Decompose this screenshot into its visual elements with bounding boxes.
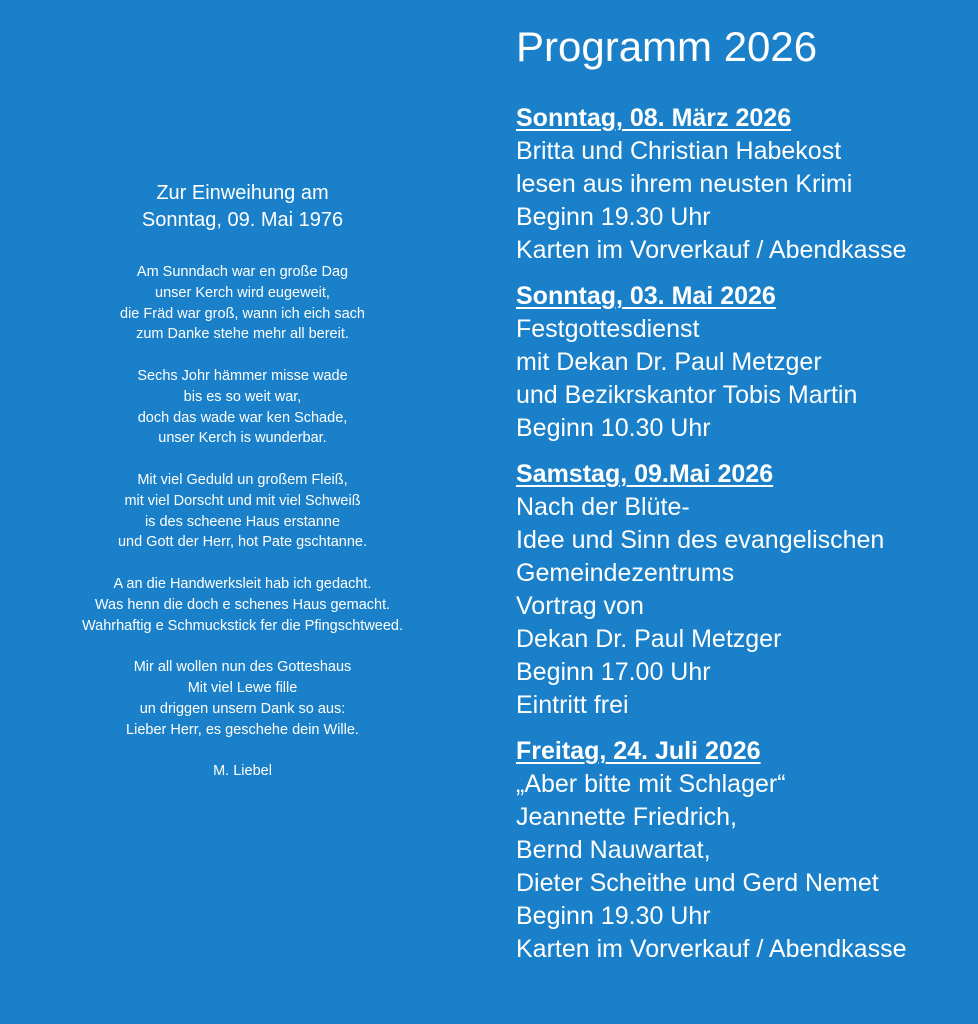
programme-title: Programm 2026 bbox=[516, 23, 818, 70]
poem-stanza bbox=[40, 262, 445, 345]
event-item bbox=[516, 102, 971, 267]
poem-author: M. Liebel bbox=[213, 763, 272, 780]
poem-stanzas bbox=[40, 262, 445, 740]
event-detail-line: Beginn 19.30 Uhr bbox=[516, 203, 711, 231]
event-detail-line: Karten im Vorverkauf / Abendkasse bbox=[516, 236, 907, 264]
poem-heading-line: Zur Einweihung am bbox=[156, 182, 329, 204]
poem-line: Sechs Johr hämmer misse wade bbox=[137, 367, 348, 384]
poem-line: mit viel Dorscht und mit viel Schweiß bbox=[124, 492, 361, 509]
poem-line: bis es so weit war, bbox=[183, 388, 302, 405]
event-detail-line: Beginn 17.00 Uhr bbox=[516, 658, 711, 686]
poem-line: doch das wade war ken Schade, bbox=[137, 409, 348, 426]
poem-line: Mir all wollen nun des Gotteshaus bbox=[133, 659, 352, 676]
poem-line: un driggen unsern Dank so aus: bbox=[139, 700, 346, 717]
event-detail-line: „Aber bitte mit Schlager“ bbox=[516, 770, 786, 798]
poem-line: Wahrhaftig e Schmuckstick fer die Pfingschtweed. bbox=[81, 617, 404, 634]
event-detail-line: lesen aus ihrem neusten Krimi bbox=[516, 170, 853, 198]
poem-line: Was henn die doch e schenes Haus gemacht. bbox=[94, 596, 391, 613]
poem-heading bbox=[40, 180, 445, 234]
event-date: Samstag, 09.Mai 2026 bbox=[516, 460, 774, 488]
event-detail-line: Jeannette Friedrich, bbox=[516, 803, 737, 831]
poem-line: unser Kerch wird eugeweit, bbox=[155, 284, 330, 301]
poem-line: Mit viel Lewe fille bbox=[187, 679, 298, 696]
event-date: Freitag, 24. Juli 2026 bbox=[516, 737, 761, 765]
poem-line: und Gott der Herr, hot Pate gschtanne. bbox=[117, 534, 368, 551]
poem-stanza bbox=[40, 366, 445, 449]
event-detail-line: Gemeindezentrums bbox=[516, 559, 735, 587]
poem-stanza bbox=[40, 657, 445, 740]
poem-line: Am Sunndach war en große Dag bbox=[136, 264, 349, 280]
poem-stanza bbox=[40, 574, 445, 636]
event-date: Sonntag, 03. Mai 2026 bbox=[516, 282, 776, 310]
programme-section bbox=[516, 22, 971, 979]
poem-line: unser Kerch is wunderbar. bbox=[158, 430, 327, 447]
event-item bbox=[516, 735, 971, 966]
poem-line: zum Danke stehe mehr all bereit. bbox=[136, 326, 349, 343]
event-detail-line: und Bezikrskantor Tobis Martin bbox=[516, 381, 858, 409]
poem-section bbox=[40, 180, 445, 782]
event-detail-line: Festgottesdienst bbox=[516, 315, 700, 343]
event-detail-line: Dieter Scheithe und Gerd Nemet bbox=[516, 869, 879, 897]
event-item bbox=[516, 280, 971, 445]
event-item bbox=[516, 458, 971, 722]
poem-line: is des scheene Haus erstanne bbox=[144, 513, 341, 530]
event-list bbox=[516, 102, 971, 966]
event-detail-line: Vortrag von bbox=[516, 592, 644, 620]
poem-line: A an die Handwerksleit hab ich gedacht. bbox=[113, 575, 372, 592]
poem-line: die Fräd war groß, wann ich eich sach bbox=[120, 305, 365, 322]
event-detail-line: Karten im Vorverkauf / Abendkasse bbox=[516, 935, 907, 963]
poem-heading-line: Sonntag, 09. Mai 1976 bbox=[141, 209, 344, 231]
event-detail-line: Eintritt frei bbox=[516, 691, 629, 719]
event-detail-line: Bernd Nauwartat, bbox=[516, 836, 711, 864]
poem-line: Lieber Herr, es geschehe dein Wille. bbox=[126, 721, 359, 738]
event-detail-line: Beginn 10.30 Uhr bbox=[516, 414, 711, 442]
poem-stanza bbox=[40, 470, 445, 553]
event-detail-line: Dekan Dr. Paul Metzger bbox=[516, 625, 782, 653]
event-detail-line: Beginn 19.30 Uhr bbox=[516, 902, 711, 930]
event-detail-line: mit Dekan Dr. Paul Metzger bbox=[516, 348, 822, 376]
poem-line: Mit viel Geduld un großem Fleiß, bbox=[137, 471, 348, 488]
event-detail-line: Nach der Blüte- bbox=[516, 493, 690, 521]
event-date: Sonntag, 08. März 2026 bbox=[516, 104, 792, 132]
event-detail-line: Idee und Sinn des evangelischen bbox=[516, 526, 885, 554]
event-detail-line: Britta und Christian Habekost bbox=[516, 137, 842, 165]
